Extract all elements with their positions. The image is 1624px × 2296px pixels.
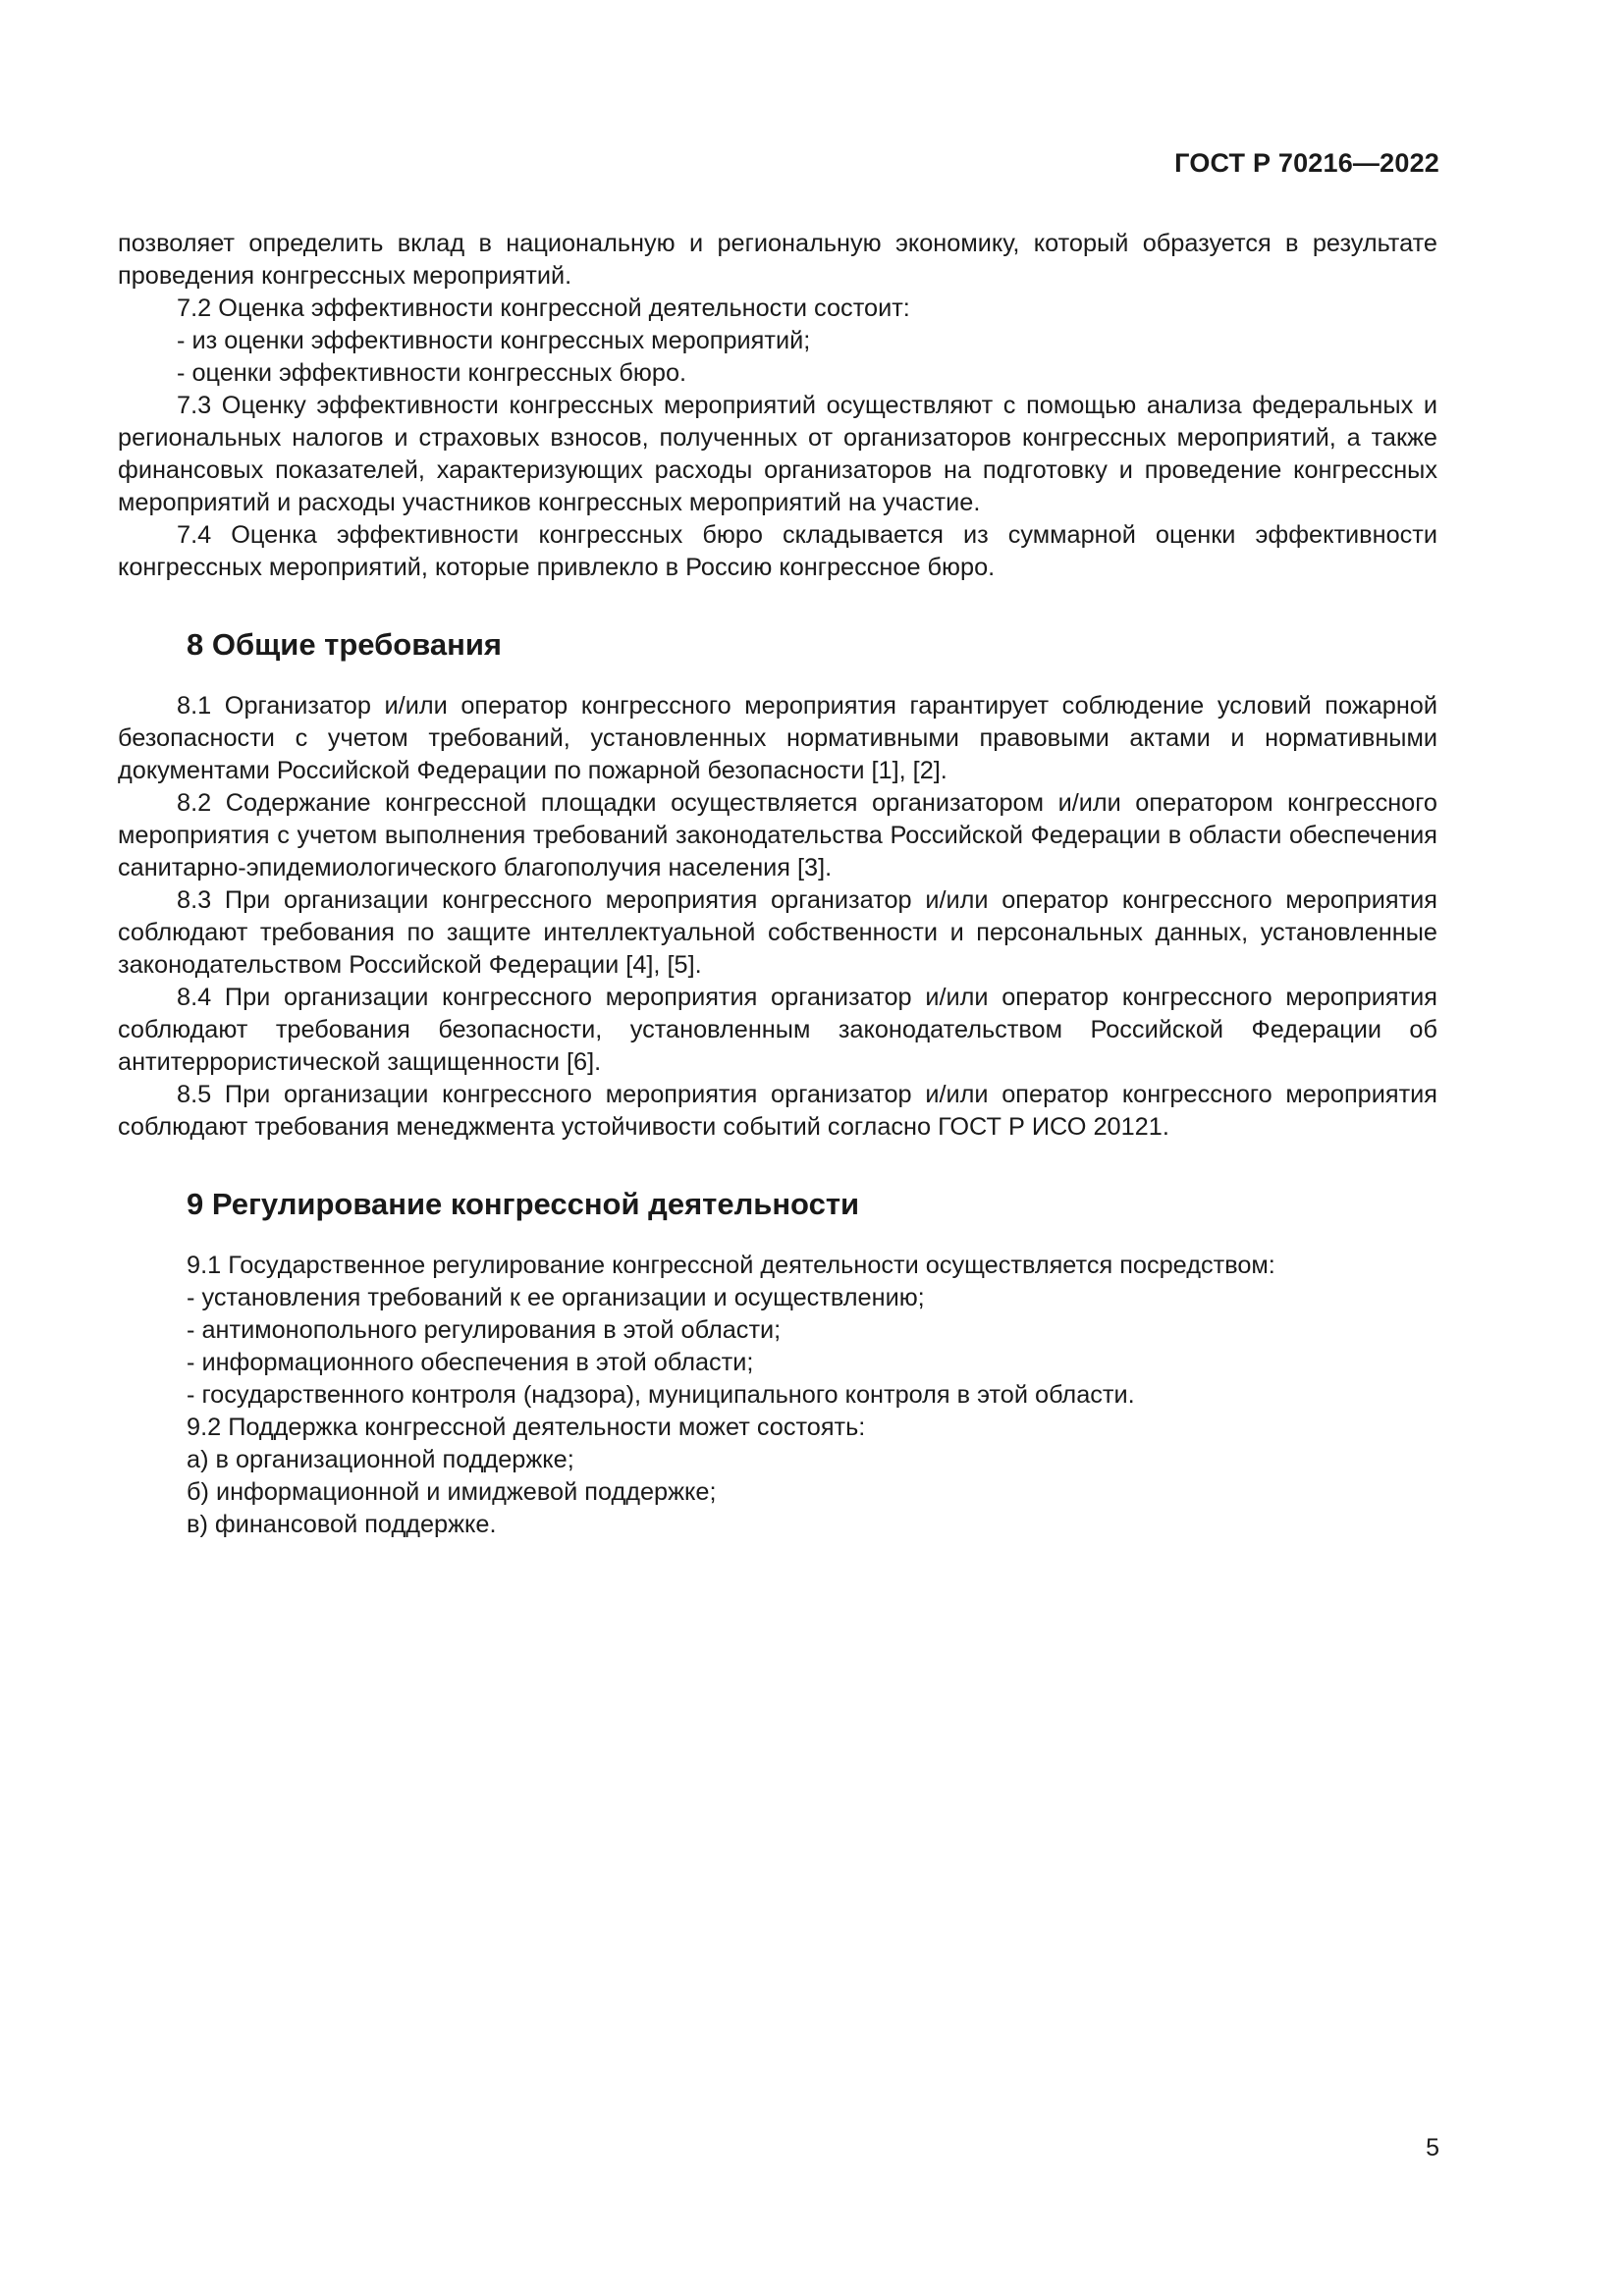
list-item-7-2-b: - оценки эффективности конгрессных бюро. (177, 359, 687, 387)
section-9 (118, 1185, 1437, 1541)
document-code-header: ГОСТ Р 70216—2022 (1174, 148, 1439, 178)
list-item-9-1-a: - установления требований к ее организации и осуществлению; (187, 1284, 925, 1311)
paragraph-8-1: 8.1 Организатор и/или оператор конгрессного мероприятия гарантирует соблюдение условий пожарной безопасности с учетом требований, установленных нормативными правовыми актами и нормативными документами Российской Федерации по пожарной безопасности [1], [2]. (118, 692, 1437, 784)
list-item-9-1-b: - антимонопольного регулирования в этой области; (187, 1316, 782, 1344)
paragraph-9-1: 9.1 Государственное регулирование конгрессной деятельности осуществляется посредством: (187, 1252, 1275, 1279)
list-item-9-1-d: - государственного контроля (надзора), муниципального контроля в этой области. (187, 1381, 1135, 1409)
paragraph-8-4: 8.4 При организации конгрессного мероприятия организатор и/или оператор конгрессного мероприятия соблюдают требования безопасности, установленным законодательством Российской Федерации об антитеррористической защищенности [6]. (118, 984, 1437, 1076)
list-item-9-1-c: - информационного обеспечения в этой области; (187, 1349, 754, 1376)
paragraph-9-2: 9.2 Поддержка конгрессной деятельности может состоять: (187, 1414, 866, 1441)
list-item-9-2-a: а) в организационной поддержке; (187, 1446, 574, 1473)
section-8 (118, 625, 1437, 1144)
section-9-title: 9 Регулирование конгрессной деятельности (187, 1187, 860, 1221)
paragraph-7-1-continuation: позволяет определить вклад в национальную и региональную экономику, который образуется в результате проведения конгрессных мероприятий. (118, 230, 1437, 290)
page-number: 5 (1426, 2134, 1439, 2162)
section-7-continuation (118, 228, 1437, 584)
paragraph-8-5: 8.5 При организации конгрессного мероприятия организатор и/или оператор конгрессного мероприятия соблюдают требования менеджмента устойчивости событий согласно ГОСТ Р ИСО 20121. (118, 1081, 1437, 1141)
list-item-9-2-c: в) финансовой поддержке. (187, 1511, 497, 1538)
list-item-7-2-a: - из оценки эффективности конгрессных мероприятий; (177, 327, 811, 354)
page-content (118, 228, 1437, 1541)
paragraph-7-2: 7.2 Оценка эффективности конгрессной деятельности состоит: (177, 294, 910, 322)
paragraph-7-3: 7.3 Оценку эффективности конгрессных мероприятий осуществляют с помощью анализа федеральных и региональных налогов и страховых взносов, полученных от организаторов конгрессных мероприятий, а также финансовых показателей, характеризующих расходы организаторов на подготовку и проведение конгрессных мероприятий и расходы участников конгрессных мероприятий на участие. (118, 392, 1437, 516)
paragraph-8-2: 8.2 Содержание конгрессной площадки осуществляется организатором и/или оператором конгрессного мероприятия с учетом выполнения требований законодательства Российской Федерации в области обеспечения санитарно-эпидемиологического благополучия населения [3]. (118, 789, 1437, 881)
section-8-title: 8 Общие требования (187, 627, 502, 662)
paragraph-8-3: 8.3 При организации конгрессного мероприятия организатор и/или оператор конгрессного мероприятия соблюдают требования по защите интеллектуальной собственности и персональных данных, установленные законодательством Российской Федерации [4], [5]. (118, 886, 1437, 979)
list-item-9-2-b: б) информационной и имиджевой поддержке; (187, 1478, 717, 1506)
paragraph-7-4: 7.4 Оценка эффективности конгрессных бюро складывается из суммарной оценки эффективности конгрессных мероприятий, которые привлекло в Россию конгрессное бюро. (118, 521, 1437, 581)
